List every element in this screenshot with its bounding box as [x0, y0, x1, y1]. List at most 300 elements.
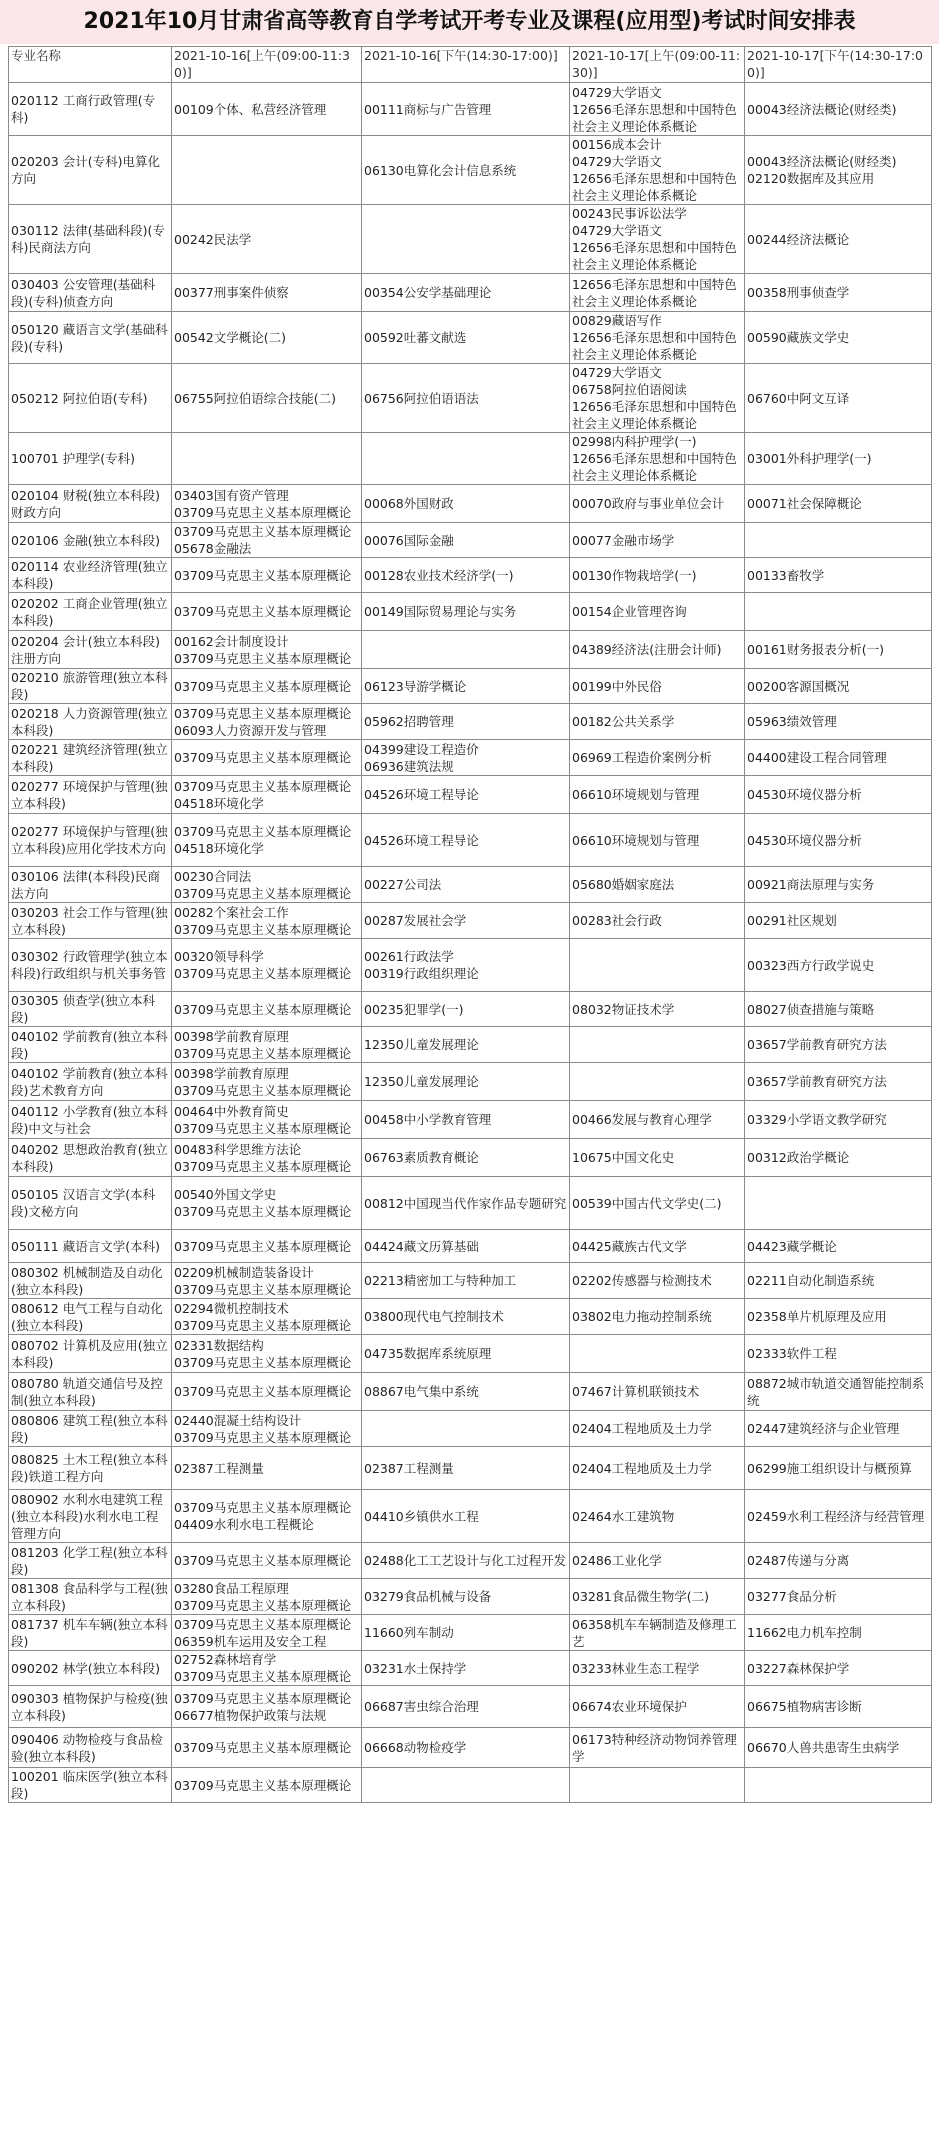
- course-item: 06173特种经济动物饲养管理学: [572, 1731, 737, 1764]
- course-item: 08867电气集中系统: [364, 1384, 479, 1399]
- course-cell: [745, 669, 932, 704]
- course-cell: [172, 1139, 362, 1177]
- table-row: [9, 1335, 932, 1373]
- course-cell: [570, 83, 745, 136]
- course-item: 06610环境规划与管理: [572, 787, 700, 802]
- course-item: 00458中小学教育管理: [364, 1112, 492, 1127]
- table-row: [9, 274, 932, 312]
- course-item: 04389经济法(注册会计师): [572, 642, 722, 657]
- course-cell: [172, 1101, 362, 1139]
- course-cell: [362, 83, 570, 136]
- major-name-cell: 090202 林学(独立本科段): [9, 1651, 172, 1686]
- course-item: 08027侦查措施与策略: [747, 1001, 875, 1017]
- course-item: 04735数据库系统原理: [364, 1346, 492, 1361]
- course-cell: [570, 558, 745, 593]
- course-cell: [362, 136, 570, 205]
- major-name-cell: 080302 机械制造及自动化(独立本科段): [9, 1263, 172, 1299]
- table-row: [9, 1579, 932, 1615]
- major-name-cell: 100201 临床医学(独立本科段): [9, 1768, 172, 1803]
- course-cell: [172, 1263, 362, 1299]
- course-cell: [172, 1447, 362, 1490]
- course-item: 00542文学概论(二): [174, 330, 287, 345]
- course-cell: [362, 593, 570, 631]
- major-name-cell: 080825 土木工程(独立本科段)铁道工程方向: [9, 1447, 172, 1490]
- major-name-cell: 020104 财税(独立本科段)财政方向: [9, 485, 172, 523]
- course-cell: [172, 364, 362, 433]
- course-item: 00162会计制度设计: [174, 633, 289, 649]
- course-item: 00398学前教育原理: [174, 1065, 289, 1081]
- course-item: 00358刑事侦查学: [747, 285, 850, 300]
- course-item: 03709马克思主义基本原理概论: [174, 705, 352, 721]
- course-cell: [362, 485, 570, 523]
- course-item: 00230合同法: [174, 868, 252, 884]
- course-cell: [362, 312, 570, 364]
- course-item: 06130电算化会计信息系统: [364, 162, 517, 178]
- course-item: 00235犯罪学(一): [364, 1001, 464, 1017]
- course-cell: [745, 1728, 932, 1768]
- course-item: 00244经济法概论: [747, 231, 850, 247]
- table-row: [9, 1447, 932, 1490]
- course-item: 12656毛泽东思想和中国特色社会主义理论体系概论: [572, 276, 737, 309]
- course-cell: [745, 136, 932, 205]
- course-item: 00398学前教育原理: [174, 1028, 289, 1044]
- major-name-cell: 081203 化学工程(独立本科段): [9, 1543, 172, 1579]
- course-item: 03709马克思主义基本原理概论: [174, 1082, 352, 1098]
- course-item: 06674农业环境保护: [572, 1699, 687, 1714]
- table-row: [9, 1651, 932, 1686]
- course-cell: [570, 1728, 745, 1768]
- course-item: 11662电力机车控制: [747, 1625, 862, 1640]
- course-cell: [362, 1768, 570, 1803]
- course-item: 03709马克思主义基本原理概论: [174, 678, 352, 694]
- header-day2-am: 2021-10-17[上午(09:00-11:30)]: [570, 47, 745, 83]
- course-cell: [745, 1543, 932, 1579]
- course-cell: [745, 1373, 932, 1411]
- major-name-cell: 050120 藏语言文学(基础科段)(专科): [9, 312, 172, 364]
- course-item: 06093人力资源开发与管理: [174, 722, 327, 738]
- course-item: 02487传递与分离: [747, 1553, 850, 1568]
- course-cell: [172, 704, 362, 740]
- course-cell: [362, 669, 570, 704]
- course-cell: [570, 1373, 745, 1411]
- major-name-cell: 040112 小学教育(独立本科段)中文与社会: [9, 1101, 172, 1139]
- course-cell: [570, 669, 745, 704]
- course-item: 03709马克思主义基本原理概论: [174, 1158, 352, 1174]
- course-cell: [570, 1027, 745, 1063]
- course-item: 03709马克思主义基本原理概论: [174, 1045, 352, 1061]
- course-item: 02213精密加工与特种加工: [364, 1273, 517, 1288]
- course-item: 03279食品机械与设备: [364, 1589, 492, 1604]
- course-cell: [362, 1063, 570, 1101]
- major-name-cell: 050212 阿拉伯语(专科): [9, 364, 172, 433]
- course-cell: [745, 1230, 932, 1263]
- course-cell: [172, 1615, 362, 1651]
- course-cell: [362, 1615, 570, 1651]
- course-cell: [745, 939, 932, 992]
- table-row: [9, 558, 932, 593]
- course-cell: [745, 1490, 932, 1543]
- course-item: 03709马克思主义基本原理概论: [174, 1384, 352, 1399]
- course-cell: [172, 903, 362, 939]
- course-item: 00109个体、私营经济管理: [174, 101, 327, 117]
- course-item: 04399建设工程造价: [364, 741, 479, 757]
- course-item: 03403国有资产管理: [174, 487, 289, 503]
- course-item: 06969工程造价案例分析: [572, 750, 712, 765]
- course-cell: [745, 1063, 932, 1101]
- course-item: 06677植物保护政策与法规: [174, 1707, 327, 1723]
- course-cell: [745, 558, 932, 593]
- major-name-cell: 030305 侦查学(独立本科段): [9, 992, 172, 1027]
- course-item: 00128农业技术经济学(一): [364, 567, 514, 583]
- course-cell: [570, 631, 745, 669]
- course-item: 00071社会保障概论: [747, 496, 862, 511]
- course-cell: [570, 1177, 745, 1230]
- course-item: 00812中国现当代作家作品专题研究: [364, 1195, 567, 1211]
- course-item: 03709马克思主义基本原理概论: [174, 1238, 352, 1254]
- table-row: [9, 1411, 932, 1447]
- course-item: 12350儿童发展理论: [364, 1074, 479, 1089]
- course-item: 04526环境工程导论: [364, 787, 479, 802]
- course-item: 00377刑事案件侦察: [174, 285, 289, 300]
- major-name-cell: 020112 工商行政管理(专科): [9, 83, 172, 136]
- course-item: 04400建设工程合同管理: [747, 750, 887, 765]
- course-item: 02294微机控制技术: [174, 1300, 289, 1316]
- course-cell: [172, 136, 362, 205]
- major-name-cell: 020203 会计(专科)电算化方向: [9, 136, 172, 205]
- header-day2-pm: 2021-10-17[下午(14:30-17:00)]: [745, 47, 932, 83]
- course-item: 00076国际金融: [364, 532, 454, 548]
- course-item: 00282个案社会工作: [174, 904, 289, 920]
- major-name-cell: 080902 水利水电建筑工程(独立本科段)水利水电工程管理方向: [9, 1490, 172, 1543]
- course-cell: [362, 1447, 570, 1490]
- course-item: 03709马克思主义基本原理概论: [174, 1429, 352, 1445]
- course-item: 00068外国财政: [364, 496, 454, 511]
- course-cell: [172, 1579, 362, 1615]
- course-cell: [745, 1411, 932, 1447]
- header-day1-pm: 2021-10-16[下午(14:30-17:00)]: [362, 47, 570, 83]
- course-cell: [172, 631, 362, 669]
- course-item: 00243民事诉讼法学: [572, 206, 687, 221]
- course-item: 03280食品工程原理: [174, 1580, 289, 1596]
- course-item: 06670人兽共患寄生虫病学: [747, 1740, 900, 1755]
- course-cell: [570, 1299, 745, 1335]
- major-name-cell: 080702 计算机及应用(独立本科段): [9, 1335, 172, 1373]
- course-cell: [362, 814, 570, 867]
- course-cell: [172, 740, 362, 776]
- table-row: [9, 903, 932, 939]
- course-cell: [362, 433, 570, 485]
- course-item: 00149国际贸易理论与实务: [364, 604, 517, 619]
- course-cell: [570, 312, 745, 364]
- course-item: 08032物证技术学: [572, 1001, 675, 1017]
- course-cell: [362, 1651, 570, 1686]
- course-item: 05962招聘管理: [364, 714, 454, 729]
- course-cell: [362, 903, 570, 939]
- course-cell: [172, 1543, 362, 1579]
- course-item: 00283社会行政: [572, 913, 662, 928]
- course-cell: [362, 274, 570, 312]
- header-day1-am: 2021-10-16[上午(09:00-11:30)]: [172, 47, 362, 83]
- major-name-cell: 081737 机车车辆(独立本科段): [9, 1615, 172, 1651]
- course-item: 03800现代电气控制技术: [364, 1309, 504, 1324]
- course-cell: [172, 1299, 362, 1335]
- course-item: 03709马克思主义基本原理概论: [174, 1204, 352, 1219]
- course-item: 03709马克思主义基本原理概论: [174, 1690, 352, 1706]
- course-cell: [172, 1335, 362, 1373]
- course-item: 04729大学语文: [572, 84, 662, 100]
- table-row: [9, 1230, 932, 1263]
- course-cell: [570, 939, 745, 992]
- course-cell: [745, 364, 932, 433]
- course-item: 00242民法学: [174, 231, 252, 247]
- course-cell: [745, 83, 932, 136]
- major-name-cell: 090406 动物检疫与食品检验(独立本科段): [9, 1728, 172, 1768]
- table-row: [9, 669, 932, 704]
- course-item: 03709马克思主义基本原理概论: [174, 650, 352, 666]
- course-item: 00200客源国概况: [747, 678, 850, 694]
- course-cell: [570, 1411, 745, 1447]
- course-item: 00466发展与教育心理学: [572, 1112, 712, 1127]
- major-name-cell: 100701 护理学(专科): [9, 433, 172, 485]
- course-item: 05678金融法: [174, 541, 252, 556]
- table-row: [9, 776, 932, 814]
- course-item: 06687害虫综合治理: [364, 1699, 479, 1714]
- course-cell: [570, 992, 745, 1027]
- course-cell: [362, 704, 570, 740]
- course-item: 00043经济法概论(财经类): [747, 101, 897, 117]
- course-cell: [745, 205, 932, 274]
- course-item: 08872城市轨道交通智能控制系统: [747, 1375, 925, 1408]
- course-cell: [172, 992, 362, 1027]
- course-item: 02486工业化学: [572, 1553, 662, 1568]
- course-cell: [745, 776, 932, 814]
- course-cell: [172, 1728, 362, 1768]
- course-item: 02202传感器与检测技术: [572, 1273, 712, 1288]
- course-item: 00319行政组织理论: [364, 966, 479, 981]
- course-item: 02387工程测量: [174, 1460, 264, 1476]
- course-item: 04526环境工程导论: [364, 832, 479, 848]
- course-cell: [570, 704, 745, 740]
- course-cell: [172, 776, 362, 814]
- course-cell: [745, 740, 932, 776]
- course-cell: [172, 558, 362, 593]
- course-item: 03709马克思主义基本原理概论: [174, 1616, 352, 1632]
- course-item: 00077金融市场学: [572, 532, 675, 548]
- major-name-cell: 020114 农业经济管理(独立本科段): [9, 558, 172, 593]
- course-cell: [362, 364, 570, 433]
- course-cell: [362, 992, 570, 1027]
- major-name-cell: 080780 轨道交通信号及控制(独立本科段): [9, 1373, 172, 1411]
- table-row: [9, 1299, 932, 1335]
- course-item: 00464中外教育简史: [174, 1103, 289, 1119]
- course-item: 12656毛泽东思想和中国特色社会主义理论体系概论: [572, 171, 737, 203]
- table-row: [9, 433, 932, 485]
- course-item: 03231水土保持学: [364, 1660, 467, 1676]
- course-cell: [745, 1579, 932, 1615]
- major-name-cell: 030106 法律(本科段)民商法方向: [9, 867, 172, 903]
- table-row: [9, 814, 932, 867]
- course-cell: [172, 669, 362, 704]
- course-cell: [745, 274, 932, 312]
- table-row: [9, 1686, 932, 1728]
- major-name-cell: 020277 环境保护与管理(独立本科段)应用化学技术方向: [9, 814, 172, 867]
- course-item: 03709马克思主义基本原理概论: [174, 1120, 352, 1136]
- table-row: [9, 704, 932, 740]
- course-item: 00539中国古代文学史(二): [572, 1195, 722, 1211]
- major-name-cell: 081308 食品科学与工程(独立本科段): [9, 1579, 172, 1615]
- course-cell: [172, 1063, 362, 1101]
- course-cell: [570, 1139, 745, 1177]
- table-row: [9, 992, 932, 1027]
- major-name-cell: 080806 建筑工程(独立本科段): [9, 1411, 172, 1447]
- course-item: 12656毛泽东思想和中国特色社会主义理论体系概论: [572, 399, 737, 431]
- course-item: 12656毛泽东思想和中国特色社会主义理论体系概论: [572, 451, 737, 483]
- course-cell: [745, 1139, 932, 1177]
- major-name-cell: 030112 法律(基础科段)(专科)民商法方向: [9, 205, 172, 274]
- course-item: 06359机车运用及安全工程: [174, 1633, 327, 1649]
- course-cell: [362, 1230, 570, 1263]
- course-item: 03802电力拖动控制系统: [572, 1309, 712, 1324]
- course-cell: [570, 523, 745, 558]
- course-cell: [362, 631, 570, 669]
- table-row: [9, 1139, 932, 1177]
- course-item: 06756阿拉伯语语法: [364, 390, 479, 406]
- table-row: [9, 1543, 932, 1579]
- course-item: 12656毛泽东思想和中国特色社会主义理论体系概论: [572, 240, 737, 272]
- table-row: [9, 867, 932, 903]
- course-cell: [745, 1177, 932, 1230]
- course-cell: [570, 1651, 745, 1686]
- course-item: 00540外国文学史: [174, 1187, 277, 1202]
- course-cell: [172, 1651, 362, 1686]
- course-item: 03709马克思主义基本原理概论: [174, 1553, 352, 1568]
- course-cell: [745, 1263, 932, 1299]
- course-item: 00287发展社会学: [364, 913, 467, 928]
- course-item: 02209机械制造装备设计: [174, 1264, 314, 1280]
- course-cell: [172, 814, 362, 867]
- course-item: 00291社区规划: [747, 913, 837, 928]
- course-item: 02387工程测量: [364, 1460, 454, 1476]
- course-item: 00070政府与事业单位会计: [572, 496, 725, 511]
- course-item: 03709马克思主义基本原理概论: [174, 750, 352, 765]
- course-cell: [570, 867, 745, 903]
- table-row: [9, 136, 932, 205]
- course-cell: [570, 1579, 745, 1615]
- course-item: 03709马克思主义基本原理概论: [174, 604, 352, 619]
- course-cell: [570, 1335, 745, 1373]
- table-row: [9, 1490, 932, 1543]
- course-cell: [570, 740, 745, 776]
- course-item: 11660列车制动: [364, 1625, 454, 1640]
- course-item: 00199中外民俗: [572, 678, 662, 694]
- course-cell: [362, 1177, 570, 1230]
- course-cell: [362, 1335, 570, 1373]
- course-item: 06755阿拉伯语综合技能(二): [174, 390, 337, 406]
- course-cell: [172, 593, 362, 631]
- course-cell: [745, 1299, 932, 1335]
- course-item: 12656毛泽东思想和中国特色社会主义理论体系概论: [572, 330, 737, 362]
- course-item: 04518环境化学: [174, 841, 264, 856]
- course-cell: [570, 1063, 745, 1101]
- table-body: [9, 83, 932, 1803]
- course-item: 02488化工工艺设计与化工过程开发: [364, 1553, 567, 1568]
- course-cell: [570, 136, 745, 205]
- table-row: [9, 364, 932, 433]
- course-cell: [570, 1543, 745, 1579]
- course-item: 03281食品微生物学(二): [572, 1589, 710, 1604]
- course-item: 02120数据库及其应用: [747, 171, 875, 186]
- course-cell: [570, 274, 745, 312]
- table-row: [9, 1063, 932, 1101]
- course-cell: [570, 593, 745, 631]
- table-row: [9, 939, 932, 992]
- course-item: 12350儿童发展理论: [364, 1037, 479, 1052]
- course-cell: [172, 523, 362, 558]
- course-item: 02211自动化制造系统: [747, 1273, 875, 1288]
- table-row: [9, 83, 932, 136]
- table-row: [9, 485, 932, 523]
- course-item: 03709马克思主义基本原理概论: [174, 824, 352, 839]
- course-item: 06675植物病害诊断: [747, 1699, 862, 1714]
- course-item: 03709马克思主义基本原理概论: [174, 921, 352, 937]
- course-item: 06763素质教育概论: [364, 1150, 479, 1165]
- course-item: 03709马克思主义基本原理概论: [174, 1317, 352, 1333]
- course-item: 00320领导科学: [174, 949, 264, 964]
- course-cell: [570, 364, 745, 433]
- table-row: [9, 593, 932, 631]
- course-item: 04729大学语文: [572, 223, 662, 238]
- course-item: 02440混凝土结构设计: [174, 1412, 302, 1428]
- course-cell: [362, 1263, 570, 1299]
- course-cell: [172, 274, 362, 312]
- course-cell: [745, 1447, 932, 1490]
- course-item: 03709马克思主义基本原理概论: [174, 1597, 352, 1613]
- course-cell: [172, 867, 362, 903]
- major-name-cell: 090303 植物保护与检疫(独立本科段): [9, 1686, 172, 1728]
- course-item: 06123导游学概论: [364, 678, 467, 694]
- course-item: 06668动物检疫学: [364, 1740, 467, 1755]
- course-item: 03709马克思主义基本原理概论: [174, 778, 352, 794]
- course-item: 06358机车车辆制造及修理工艺: [572, 1616, 737, 1649]
- course-item: 07467计算机联锁技术: [572, 1384, 700, 1399]
- course-item: 03709马克思主义基本原理概论: [174, 1001, 352, 1017]
- course-item: 03277食品分析: [747, 1589, 837, 1604]
- course-cell: [570, 1447, 745, 1490]
- course-cell: [172, 1490, 362, 1543]
- course-item: 00227公司法: [364, 877, 442, 892]
- course-item: 03709马克思主义基本原理概论: [174, 1354, 352, 1370]
- schedule-table: [8, 46, 932, 1803]
- course-item: 02459水利工程经济与经营管理: [747, 1508, 925, 1524]
- course-item: 04409水利水电工程概论: [174, 1517, 314, 1532]
- course-item: 03709马克思主义基本原理概论: [174, 885, 352, 901]
- course-item: 02333软件工程: [747, 1346, 837, 1361]
- page-title: 2021年10月甘肃省高等教育自学考试开考专业及课程(应用型)考试时间安排表: [0, 0, 939, 44]
- course-cell: [362, 1101, 570, 1139]
- course-item: 12656毛泽东思想和中国特色社会主义理论体系概论: [572, 101, 737, 134]
- course-cell: [172, 83, 362, 136]
- course-item: 03709马克思主义基本原理概论: [174, 524, 352, 539]
- header-major: 专业名称: [9, 47, 172, 83]
- course-item: 06610环境规划与管理: [572, 832, 700, 848]
- course-cell: [570, 205, 745, 274]
- course-cell: [745, 867, 932, 903]
- course-item: 03227森林保护学: [747, 1660, 850, 1676]
- course-item: 02331数据结构: [174, 1337, 264, 1353]
- course-cell: [745, 593, 932, 631]
- table-row: [9, 1768, 932, 1803]
- course-cell: [745, 1615, 932, 1651]
